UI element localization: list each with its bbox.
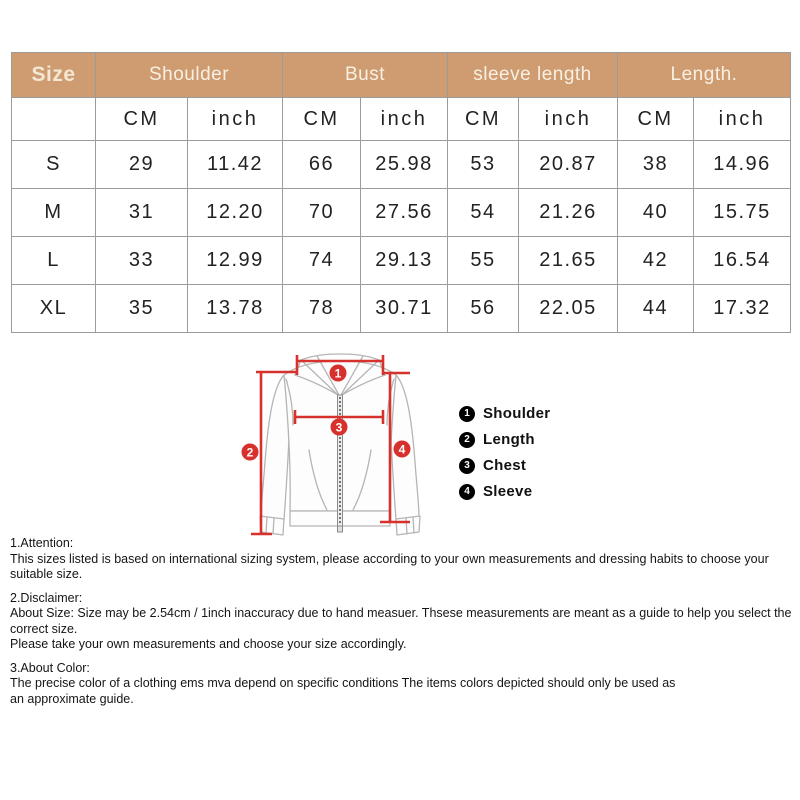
unit-inch: inch [694, 98, 791, 141]
table-cell: 31 [96, 189, 188, 237]
size-label: S [12, 141, 96, 189]
left-cuff [260, 516, 284, 535]
note-title: 3.About Color: [10, 660, 90, 675]
unit-cm: CM [96, 98, 188, 141]
legend-label: Chest [483, 457, 527, 474]
note-line: Please take your own measurements and choose your size accordingly. [10, 637, 407, 651]
hoodie-measurement-diagram [220, 347, 460, 553]
legend-item-chest [459, 457, 550, 474]
marker-1-number: 1 [334, 366, 342, 381]
table-cell: 17.32 [694, 285, 791, 333]
legend-number-1-icon: 1 [459, 406, 475, 422]
note-line: an approximate guide. [10, 691, 134, 706]
table-header-row [12, 53, 791, 98]
table-cell: 70 [283, 189, 361, 237]
marker-4-number: 4 [398, 442, 406, 457]
table-cell: 54 [448, 189, 519, 237]
legend-number-2-icon: 2 [459, 432, 475, 448]
table-cell: 40 [618, 189, 694, 237]
table-cell: 12.20 [188, 189, 283, 237]
unit-inch: inch [361, 98, 448, 141]
column-header-bust: Bust [283, 53, 448, 98]
size-label: XL [12, 285, 96, 333]
legend-number-3-icon: 3 [459, 458, 475, 474]
column-header-size: Size [12, 53, 96, 98]
table-cell: 22.05 [519, 285, 618, 333]
note-disclaimer [10, 591, 794, 653]
table-cell: 14.96 [694, 141, 791, 189]
table-cell: 53 [448, 141, 519, 189]
table-cell: 78 [283, 285, 361, 333]
zipper [335, 395, 343, 532]
table-cell: 42 [618, 237, 694, 285]
legend-label: Shoulder [483, 405, 551, 422]
table-cell: 56 [448, 285, 519, 333]
unit-cm: CM [283, 98, 361, 141]
table-row-m [12, 189, 791, 237]
size-label: M [12, 189, 96, 237]
table-cell: 25.98 [361, 141, 448, 189]
table-cell: 20.87 [519, 141, 618, 189]
table-cell: 21.26 [519, 189, 618, 237]
unit-cm: CM [448, 98, 519, 141]
table-cell: 13.78 [188, 285, 283, 333]
note-line: About Size: Size may be 2.54cm / 1inch inaccuracy due to hand measuer. Thsese measurements are meant as a guide to help you select the correct size. [10, 606, 792, 636]
table-units-row [12, 98, 791, 141]
size-table [11, 52, 791, 333]
units-empty-cell [12, 98, 96, 141]
table-cell: 33 [96, 237, 188, 285]
table-cell: 29 [96, 141, 188, 189]
note-line: The precise color of a clothing ems mva depend on specific conditions The items colors depicted should only be used as [10, 676, 676, 690]
table-cell: 30.71 [361, 285, 448, 333]
right-cuff [396, 516, 420, 535]
table-cell: 21.65 [519, 237, 618, 285]
legend-number-4-icon: 4 [459, 484, 475, 500]
table-cell: 27.56 [361, 189, 448, 237]
unit-inch: inch [188, 98, 283, 141]
table-cell: 11.42 [188, 141, 283, 189]
notes-section [10, 536, 794, 715]
note-title: 1.Attention: [10, 536, 74, 550]
legend-item-shoulder [459, 405, 550, 422]
legend-item-length [459, 431, 550, 448]
column-header-shoulder: Shoulder [96, 53, 283, 98]
table-cell: 16.54 [694, 237, 791, 285]
table-cell: 38 [618, 141, 694, 189]
table-cell: 66 [283, 141, 361, 189]
table-cell: 35 [96, 285, 188, 333]
table-row-s [12, 141, 791, 189]
column-header-length: Length. [618, 53, 791, 98]
table-cell: 15.75 [694, 189, 791, 237]
unit-inch: inch [519, 98, 618, 141]
note-line: This sizes listed is based on international sizing system, please according to your own measurements and dressing habits to choose your suitable size. [10, 551, 769, 581]
column-header-sleeve-length: sleeve length [448, 53, 618, 98]
table-cell: 55 [448, 237, 519, 285]
table-cell: 44 [618, 285, 694, 333]
note-title: 2.Disclaimer: [10, 590, 83, 605]
note-attention [10, 536, 794, 583]
note-about-color [10, 661, 794, 708]
left-sleeve [261, 375, 289, 520]
measurement-legend [459, 405, 550, 500]
table-row-xl [12, 285, 791, 333]
table-cell: 12.99 [188, 237, 283, 285]
legend-label: Sleeve [483, 483, 533, 500]
marker-2-number: 2 [246, 445, 254, 460]
unit-cm: CM [618, 98, 694, 141]
marker-3-number: 3 [335, 420, 343, 435]
table-cell: 29.13 [361, 237, 448, 285]
legend-label: Length [483, 431, 535, 448]
table-cell: 74 [283, 237, 361, 285]
legend-item-sleeve [459, 483, 550, 500]
table-row-l [12, 237, 791, 285]
size-label: L [12, 237, 96, 285]
